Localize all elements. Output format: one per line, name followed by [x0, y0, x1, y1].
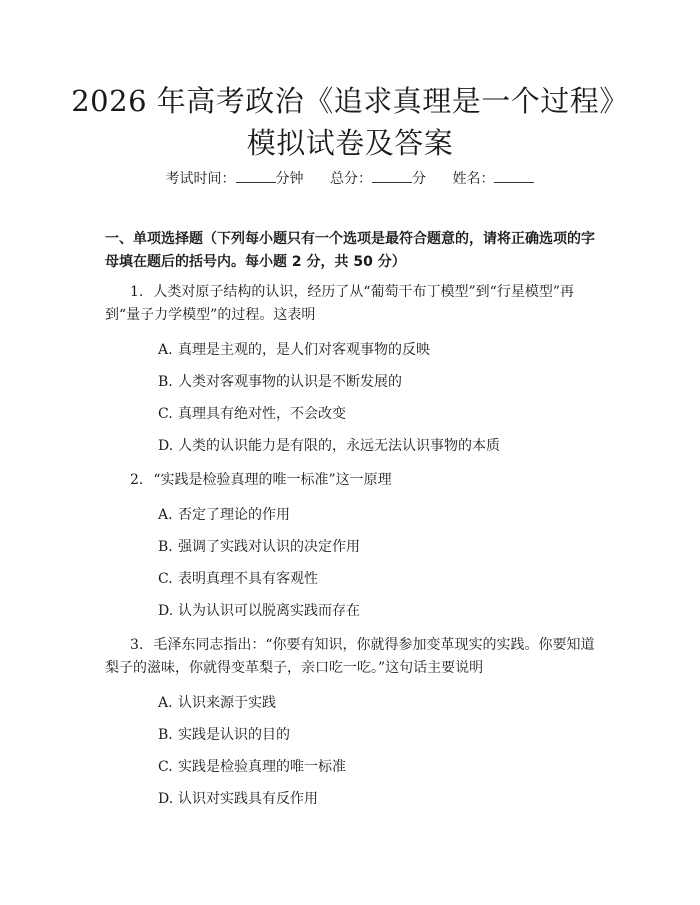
option-d	[105, 437, 600, 455]
score-label: 总分：	[330, 171, 372, 187]
option-letter: D.	[158, 603, 174, 619]
option-letter: A.	[158, 507, 173, 523]
question-stem	[105, 469, 600, 492]
name-blank	[494, 170, 534, 183]
option-text: 人类的认识能力是有限的，永远无法认识事物的本质	[178, 438, 500, 454]
question-stem	[105, 281, 600, 327]
option-d	[105, 790, 600, 808]
option-d	[105, 602, 600, 620]
option-text: 强调了实践对认识的决定作用	[178, 539, 360, 555]
option-text: 表明真理不具有客观性	[178, 571, 318, 587]
question-text: “实践是检验真理的唯一标准”这一原理	[153, 472, 392, 488]
option-letter: C.	[158, 406, 173, 422]
option-letter: C.	[158, 759, 173, 775]
question-number: 3.	[130, 637, 144, 653]
option-letter: B.	[158, 374, 173, 390]
section-heading: 一、单项选择题（下列每小题只有一个选项是最符合题意的，请将正确选项的字母填在题后的括号内。每小题 2 分，共 50 分）	[105, 231, 595, 270]
option-text: 否定了理论的作用	[178, 507, 290, 523]
option-text: 认识来源于实践	[178, 695, 276, 711]
question-number: 1.	[130, 284, 144, 300]
option-a	[105, 506, 600, 524]
score-unit: 分	[412, 171, 426, 187]
option-b	[105, 726, 600, 744]
option-letter: B.	[158, 539, 173, 555]
option-text: 人类对客观事物的认识是不断发展的	[178, 374, 402, 390]
question-list	[105, 281, 600, 822]
question-1	[105, 281, 600, 455]
option-letter: A.	[158, 695, 173, 711]
time-label: 考试时间：	[165, 171, 236, 187]
page-title: 2026 年高考政治《追求真理是一个过程》模拟试卷及答案	[71, 84, 629, 160]
question-3	[105, 634, 600, 808]
option-text: 实践是检验真理的唯一标准	[178, 759, 346, 775]
option-text: 认为认识可以脱离实践而存在	[178, 603, 360, 619]
question-stem	[105, 634, 600, 680]
option-b	[105, 538, 600, 556]
option-c	[105, 405, 600, 423]
option-b	[105, 373, 600, 391]
question-text: 毛泽东同志指出：“你要有知识，你就得参加变革现实的实践。你要知道梨子的滋味，你就得变革梨子，亲口吃一吃。”这句话主要说明	[105, 637, 595, 676]
option-text: 认识对实践具有反作用	[178, 791, 318, 807]
exam-info-line	[0, 170, 700, 188]
question-number: 2.	[130, 472, 144, 488]
option-letter: C.	[158, 571, 173, 587]
time-unit: 分钟	[275, 171, 304, 187]
option-c	[105, 758, 600, 776]
score-blank	[372, 170, 412, 183]
name-label: 姓名：	[452, 171, 495, 187]
question-2	[105, 469, 600, 620]
option-a	[105, 694, 600, 712]
option-letter: D.	[158, 438, 174, 454]
option-text: 真理具有绝对性，不会改变	[178, 406, 346, 422]
option-c	[105, 570, 600, 588]
question-text: 人类对原子结构的认识，经历了从“葡萄干布丁模型”到“行星模型”再到“量子力学模型”的过程。这表明	[105, 284, 574, 323]
option-a	[105, 341, 600, 359]
option-text: 真理是主观的，是人们对客观事物的反映	[178, 342, 430, 358]
option-letter: A.	[158, 342, 173, 358]
option-letter: D.	[158, 791, 174, 807]
time-blank	[236, 170, 276, 183]
option-text: 实践是认识的目的	[178, 727, 290, 743]
option-letter: B.	[158, 727, 173, 743]
